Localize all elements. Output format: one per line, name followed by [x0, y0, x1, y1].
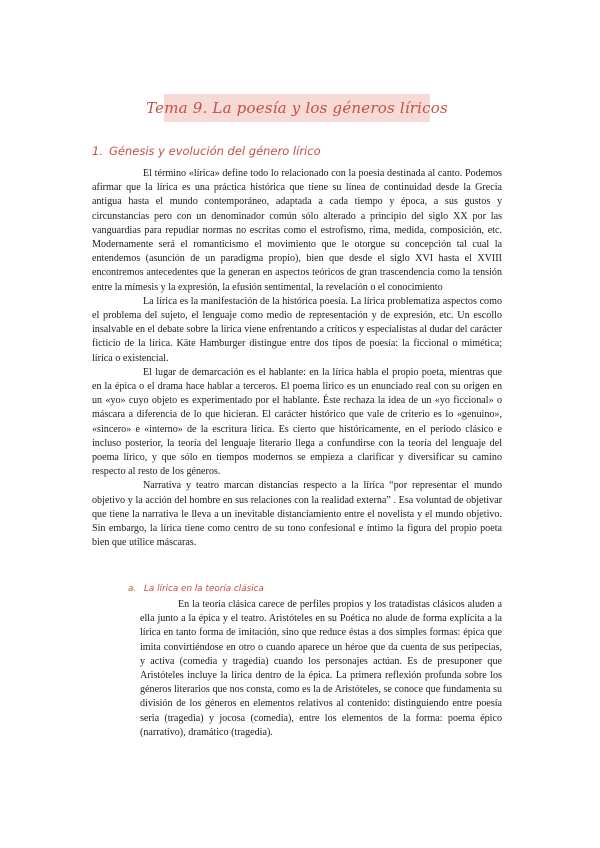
- subsection-heading-text: La lírica en la teoría clásica: [144, 584, 264, 594]
- paragraph: En la teoría clásica carece de perfiles propios y los tratadistas clásicos aluden a ella junto a la épica y el teatro. Aristóteles en su Poética no alude de forma explícita a la lírica en tanto forma de imitación, sino que reduce éstas a dos simples formas: épica que imita convirtiéndose en otro o cuando aparece un héroe que da cuenta de sus peripecias, y activa (comedia y tragedia) cuando los personajes actúan. Es de presuponer que Aristóteles incluye la lírica dentro de la épica. La primera reflexión profunda sobre los géneros literarios que nos consta, como es la de Aristóteles, se conoce que fundamenta su división de los géneros en elementos relativos al contenido: distinguiendo entre poesía seria (tragedia) y jocosa (comedia), entre los elementos de la forma: poema épico (narrativo), dramático (tragedia).: [140, 599, 502, 738]
- paragraph: El lugar de demarcación es el hablante: en la lírica habla el propio poeta, mientras que en la épica o el drama hace hablar a terceros. El poema lírico es un enunciado real con su origen en un «yo» cuyo objeto es experimentado por el hablante. Éste rechaza la idea de un «yo ficcional» o máscara a diferencia de lo que hicieran. El carácter histórico que vale de criterio es lo «genuino», «sincero» e «interno» de la escritura lírica. Es cierto que históricamente, en el periodo clásico e incluso posterior, la teoría del lenguaje literario llega a confundirse con la teoría del lenguaje del poema lírico, y que sólo en tiempos modernos se empieza a clarificar y diversificar su camino respecto al resto de los géneros.: [92, 366, 502, 478]
- subsection-heading: [128, 584, 264, 594]
- title-banner: [146, 94, 448, 122]
- body-text: [92, 167, 502, 550]
- paragraph: El término «lírica» define todo lo relacionado con la poesía destinada al canto. Podemos afirmar que la lírica es una práctica histórica que tiene su línea de continuidad desde la Grecia antigua hasta el mundo contemporáneo, adaptada a cada tiempo y época, a sus gustos y circunstancias pero con un denominador común sólo alterado a principio del siglo XX por las vanguardias para repudiar normas no escritas como el estrofismo, rima, medida, composición, etc. Modernamente será el romanticismo el movimiento que le otorgue su concepción tal cual la entendemos (asunción de un paradigma propio), bien que desde el siglo XVI hasta el XVIII encontremos antecedentes que la generan en aspectos teóricos de gran trascendencia como la tensión entre la mímesis y la expresión, la efusión sentimental, la revelación o el conocimiento: [92, 168, 502, 293]
- paragraph: Narrativa y teatro marcan distancias respecto a la lírica “por representar el mundo objetivo y la acción del hombre en sus relaciones con la realidad externa” . Esa voluntad de objetivar que tiene la narrativa le lleva a un inevitable distanciamiento entre el novelista y el mundo objetivo. Sin embargo, la lírica tiene como centro de su tono confesional e íntimo la figura del propio poeta bien que utilice máscaras.: [92, 480, 502, 549]
- section-heading: [92, 144, 321, 158]
- paragraph: La lírica es la manifestación de la histórica poesía. La lírica problematiza aspectos como el problema del sujeto, el lenguaje como medio de representación y de expresión, etc. Un escollo insalvable en el debate sobre la lírica viene enfrentando a críticos y especialistas al dudar del carácter ficticio de la lírica. Käte Hamburger distingue entre dos tipos de poesía: la ficcional o mimética; lírica o existencial.: [92, 295, 502, 364]
- subsection-body: [140, 598, 502, 740]
- section-heading-text: Génesis y evolución del género lírico: [109, 144, 321, 158]
- section-number: 1.: [92, 144, 103, 158]
- subsection-letter: a.: [128, 584, 137, 594]
- page-title: Tema 9. La poesía y los géneros líricos: [146, 99, 448, 117]
